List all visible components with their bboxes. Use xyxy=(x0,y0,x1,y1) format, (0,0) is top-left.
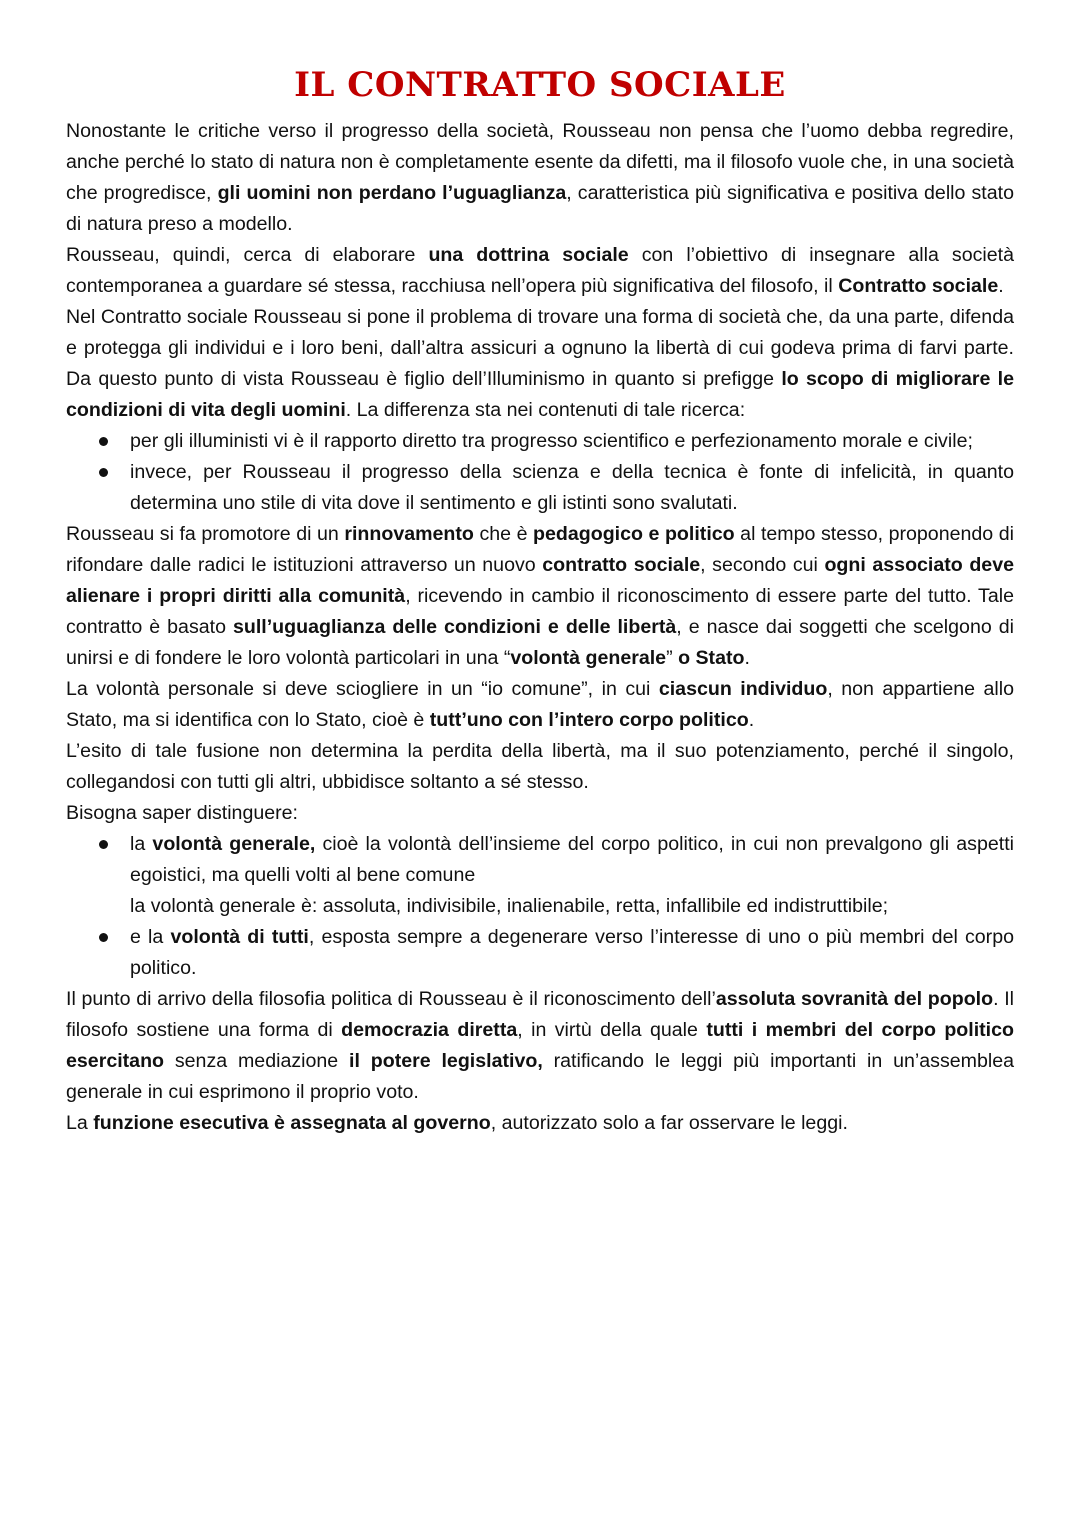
list-item-text xyxy=(130,829,1014,891)
text-run: per gli illuministi vi è il rapporto diretto tra progresso scientifico e perfezionamento morale e civile; xyxy=(130,430,973,452)
bold-text: ogni associato deve alienare i propri diritti alla comunità xyxy=(66,554,1014,607)
document-page xyxy=(66,62,1014,1139)
text-run: che è xyxy=(473,523,534,545)
list-item-text xyxy=(130,891,1014,922)
text-run: , e nasce dai soggetti che scelgono di unirsi e di fondere le loro volontà particolari in una “ xyxy=(66,616,1014,669)
paragraph xyxy=(66,240,1014,302)
text-run: La xyxy=(66,1112,94,1134)
list-item xyxy=(66,922,1014,984)
paragraph xyxy=(66,116,1014,240)
text-run: la xyxy=(130,833,153,855)
text-run: Il punto di arrivo della filosofia politica di Rousseau è il riconoscimento dell’ xyxy=(66,988,716,1010)
bold-text: rinnovamento xyxy=(344,523,474,545)
bold-text: volontà generale, xyxy=(152,833,316,855)
bold-text: gli uomini non perdano l’uguaglianza xyxy=(217,182,567,204)
text-run: invece, per Rousseau il progresso della scienza e della tecnica è fonte di infelicità, in quanto determina uno stile di vita dove il sentimento e gli istinti sono svalutati. xyxy=(130,461,1014,514)
text-run: Nonostante le critiche verso il progresso della società, Rousseau non pensa che l’uomo debba regredire, anche perché lo stato di natura non è completamente esente da difetti, ma il filosofo vuole che, in una società che progredisce, xyxy=(66,120,1014,204)
list-item xyxy=(66,457,1014,519)
list-item xyxy=(66,426,1014,457)
paragraph xyxy=(66,519,1014,674)
bold-text: pedagogico e politico xyxy=(533,523,735,545)
text-run: . La differenza sta nei contenuti di tale ricerca: xyxy=(345,399,746,421)
text-run: cioè la volontà dell’insieme del corpo politico, in cui non prevalgono gli aspetti egoistici, ma quelli volti al bene comune xyxy=(130,833,1014,886)
text-run: , autorizzato solo a far osservare le leggi. xyxy=(490,1112,848,1134)
text-run: senza mediazione xyxy=(164,1050,350,1072)
text-run: L’esito di tale fusione non determina la perdita della libertà, ma il suo potenziamento, perché il singolo, collegandosi con tutti gli altri, ubbidisce soltanto a sé stesso. xyxy=(66,740,1014,793)
bullet-list xyxy=(66,426,1014,519)
bold-text: contratto sociale xyxy=(542,554,701,576)
bold-text: democrazia diretta xyxy=(341,1019,518,1041)
bold-text: funzione esecutiva è assegnata al governo xyxy=(93,1112,491,1134)
text-run: , esposta sempre a degenerare verso l’interesse di uno o più membri del corpo politico. xyxy=(130,926,1014,979)
paragraph xyxy=(66,798,1014,829)
paragraph xyxy=(66,302,1014,426)
bold-text: una dottrina sociale xyxy=(428,244,629,266)
text-run: Bisogna saper distinguere: xyxy=(66,802,299,824)
list-item-text xyxy=(130,457,1014,519)
text-run: . xyxy=(744,647,750,669)
text-run: Rousseau si fa promotore di un xyxy=(66,523,345,545)
bold-text: volontà generale xyxy=(510,647,667,669)
text-run: , secondo cui xyxy=(700,554,825,576)
bold-text: lo scopo di migliorare le condizioni di vita degli uomini xyxy=(66,368,1014,421)
paragraph xyxy=(66,736,1014,798)
text-run: ratificando le leggi più importanti in un’assemblea generale in cui esprimono il proprio voto. xyxy=(66,1050,1015,1103)
list-item-text xyxy=(130,922,1014,984)
text-run: con l’obiettivo di insegnare alla società contemporanea a guardare sé stessa, racchiusa nell’opera più significativa del filosofo, il xyxy=(66,244,1014,297)
bullet-list xyxy=(66,829,1014,984)
text-run: la volontà generale è: assoluta, indivisibile, inalienabile, retta, infallibile ed indistruttibile; xyxy=(130,895,889,917)
bold-text: assoluta sovranità del popolo xyxy=(715,988,994,1010)
text-run: , ricevendo in cambio il riconoscimento di essere parte del tutto. Tale contratto è basato xyxy=(66,585,1014,638)
text-run: . xyxy=(748,709,755,731)
paragraph xyxy=(66,674,1014,736)
page-title: IL CONTRATTO SOCIALE xyxy=(294,65,786,105)
text-run: . Il filosofo sostiene una forma di xyxy=(66,988,1015,1041)
paragraph xyxy=(66,1108,1014,1139)
bold-text: tutt’uno con l’intero corpo politico xyxy=(429,709,749,731)
bold-text: ciascun individuo xyxy=(658,678,828,700)
text-run: al tempo stesso, proponendo di rifondare dalle radici le istituzioni attraverso un nuovo xyxy=(66,523,1014,576)
text-run: , non appartiene allo Stato, ma si identifica con lo Stato, cioè è xyxy=(66,678,1014,731)
text-run: Rousseau, quindi, cerca di elaborare xyxy=(66,244,429,266)
text-run: Nel Contratto sociale Rousseau si pone il problema di trovare una forma di società che, da una parte, difenda e protegga gli individui e i loro beni, dall’altra assicuri a ognuno la libertà di cui godeva prima di farvi parte. Da questo punto di vista Rousseau è figlio dell’Illuminismo in quanto si prefigge xyxy=(66,306,1014,390)
text-run: La volontà personale si deve sciogliere in un “io comune”, in cui xyxy=(66,678,659,700)
paragraph xyxy=(66,984,1014,1108)
text-run: ” xyxy=(666,647,679,669)
text-run: e la xyxy=(130,926,171,948)
list-item xyxy=(66,829,1014,922)
text-run: , in virtù della quale xyxy=(517,1019,707,1041)
text-run: . xyxy=(998,275,1004,297)
text-run: , caratteristica più significativa e positiva dello stato di natura preso a modello. xyxy=(66,182,1014,235)
bold-text: sull’uguaglianza delle condizioni e delle libertà xyxy=(232,616,677,638)
bold-text: o Stato xyxy=(678,647,745,669)
list-item-text xyxy=(130,426,1014,457)
bold-text: tutti i membri del corpo politico esercitano xyxy=(66,1019,1014,1072)
document-body xyxy=(66,116,1014,1139)
bold-text: Contratto sociale xyxy=(838,275,999,297)
bold-text: il potere legislativo, xyxy=(349,1050,543,1072)
bold-text: volontà di tutti xyxy=(170,926,309,948)
